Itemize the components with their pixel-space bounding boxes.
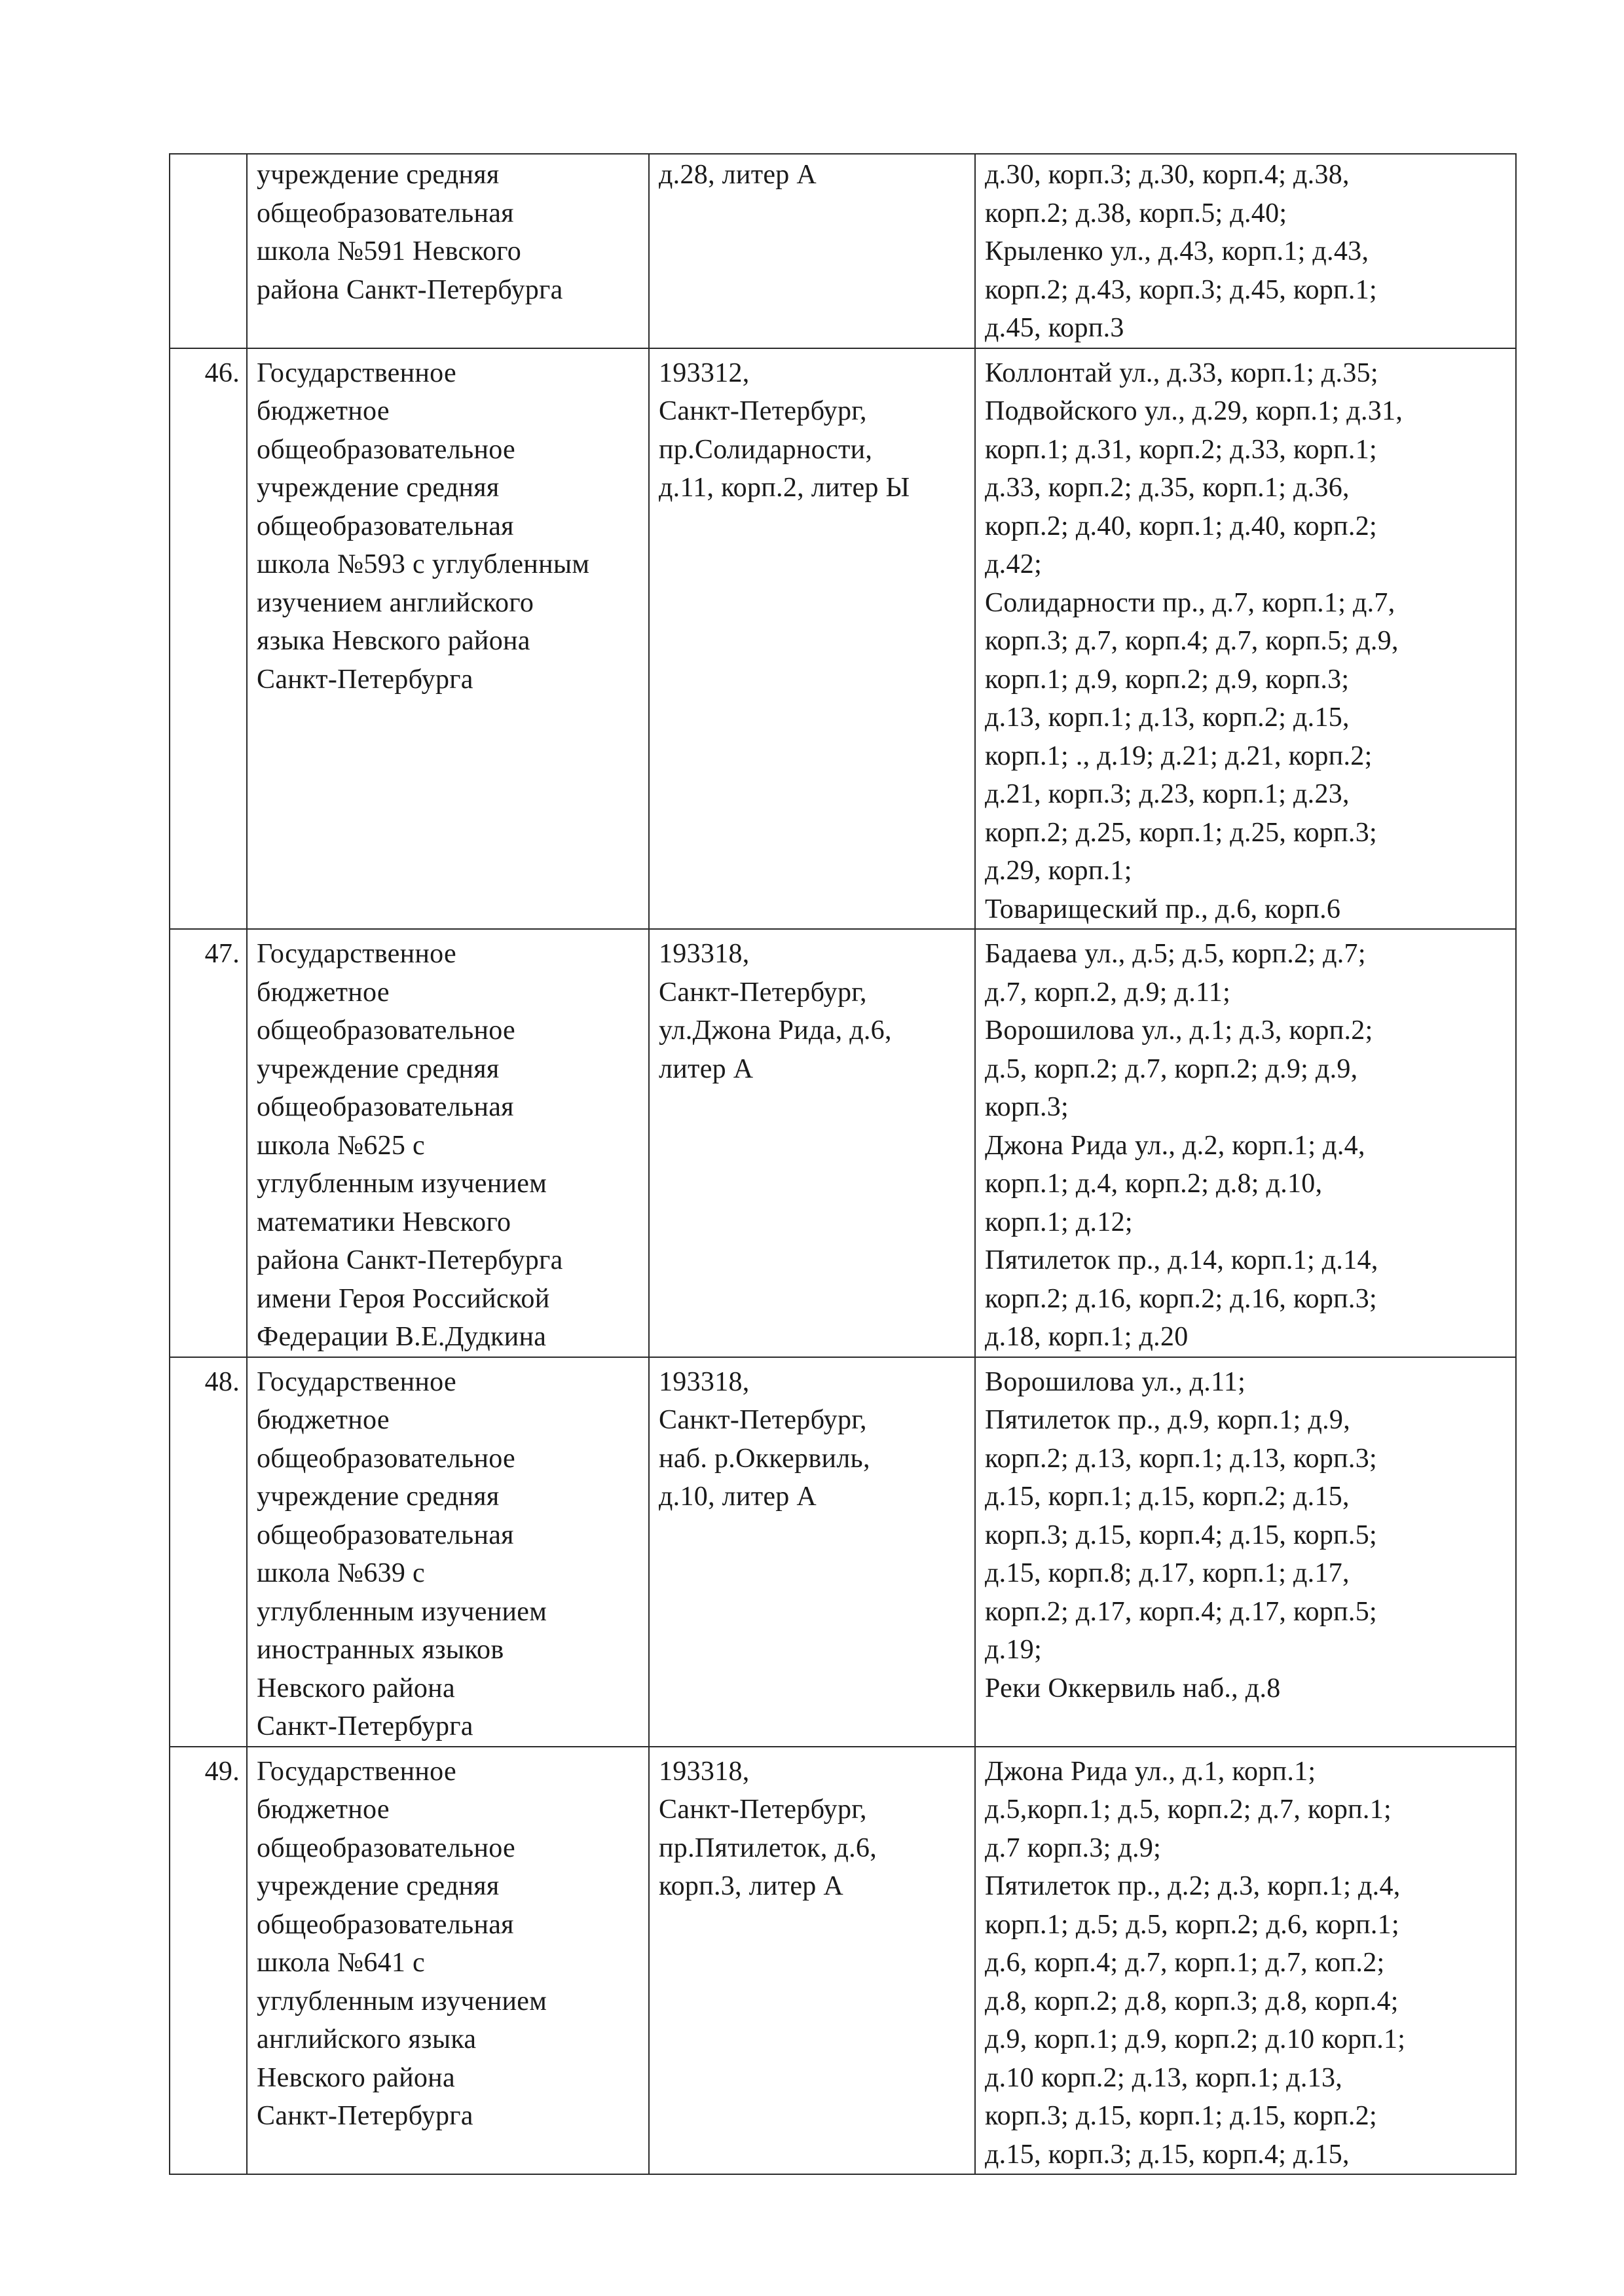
school-address: 193318, Санкт-Петербург, наб. р.Оккервиль, д.10, литер А bbox=[649, 1357, 975, 1747]
school-name: Государственное бюджетное общеобразовательное учреждение средняя общеобразовательная школа №625 с углубленным изучением математики Невского района Санкт-Петербурга имени Героя Российской Федерации В.Е.Дудкина bbox=[247, 929, 649, 1357]
school-address: 193318, Санкт-Петербург, пр.Пятилеток, д.6, корп.3, литер А bbox=[649, 1747, 975, 2175]
schools-table bbox=[169, 153, 1517, 2175]
table-row bbox=[170, 1357, 1516, 1747]
school-territory: д.30, корп.3; д.30, корп.4; д.38, корп.2; д.38, корп.5; д.40; Крыленко ул., д.43, корп.1; д.43, корп.2; д.43, корп.3; д.45, корп.1; д.45, корп.3 bbox=[975, 154, 1516, 348]
school-territory: Ворошилова ул., д.11; Пятилеток пр., д.9, корп.1; д.9, корп.2; д.13, корп.1; д.13, корп.3; д.15, корп.1; д.15, корп.2; д.15, корп.3; д.15, корп.4; д.15, корп.5; д.15, корп.8; д.17, корп.1; д.17, корп.2; д.17, корп.4; д.17, корп.5; д.19; Реки Оккервиль наб., д.8 bbox=[975, 1357, 1516, 1747]
row-number: 47. bbox=[170, 929, 247, 1357]
row-number: 48. bbox=[170, 1357, 247, 1747]
table-row bbox=[170, 1747, 1516, 2175]
school-name: учреждение средняя общеобразовательная школа №591 Невского района Санкт-Петербурга bbox=[247, 154, 649, 348]
row-number bbox=[170, 154, 247, 348]
table-row bbox=[170, 929, 1516, 1357]
school-territory: Джона Рида ул., д.1, корп.1; д.5,корп.1; д.5, корп.2; д.7, корп.1; д.7 корп.3; д.9; Пятилеток пр., д.2; д.3, корп.1; д.4, корп.1; д.5; д.5, корп.2; д.6, корп.1; д.6, корп.4; д.7, корп.1; д.7, коп.2; д.8, корп.2; д.8, корп.3; д.8, корп.4; д.9, корп.1; д.9, корп.2; д.10 корп.1; д.10 корп.2; д.13, корп.1; д.13, корп.3; д.15, корп.1; д.15, корп.2; д.15, корп.3; д.15, корп.4; д.15, bbox=[975, 1747, 1516, 2175]
school-address: 193312, Санкт-Петербург, пр.Солидарности, д.11, корп.2, литер Ы bbox=[649, 348, 975, 930]
table-row bbox=[170, 154, 1516, 348]
table-row bbox=[170, 348, 1516, 930]
school-territory: Бадаева ул., д.5; д.5, корп.2; д.7; д.7, корп.2, д.9; д.11; Ворошилова ул., д.1; д.3, корп.2; д.5, корп.2; д.7, корп.2; д.9; д.9, корп.3; Джона Рида ул., д.2, корп.1; д.4, корп.1; д.4, корп.2; д.8; д.10, корп.1; д.12; Пятилеток пр., д.14, корп.1; д.14, корп.2; д.16, корп.2; д.16, корп.3; д.18, корп.1; д.20 bbox=[975, 929, 1516, 1357]
school-territory: Коллонтай ул., д.33, корп.1; д.35; Подвойского ул., д.29, корп.1; д.31, корп.1; д.31, корп.2; д.33, корп.1; д.33, корп.2; д.35, корп.1; д.36, корп.2; д.40, корп.1; д.40, корп.2; д.42; Солидарности пр., д.7, корп.1; д.7, корп.3; д.7, корп.4; д.7, корп.5; д.9, корп.1; д.9, корп.2; д.9, корп.3; д.13, корп.1; д.13, корп.2; д.15, корп.1; ., д.19; д.21; д.21, корп.2; д.21, корп.3; д.23, корп.1; д.23, корп.2; д.25, корп.1; д.25, корп.3; д.29, корп.1; Товарищеский пр., д.6, корп.6 bbox=[975, 348, 1516, 930]
school-name: Государственное бюджетное общеобразовательное учреждение средняя общеобразовательная школа №639 с углубленным изучением иностранных языков Невского района Санкт-Петербурга bbox=[247, 1357, 649, 1747]
school-address: д.28, литер А bbox=[649, 154, 975, 348]
school-address: 193318, Санкт-Петербург, ул.Джона Рида, д.6, литер А bbox=[649, 929, 975, 1357]
school-name: Государственное бюджетное общеобразовательное учреждение средняя общеобразовательная школа №641 с углубленным изучением английского языка Невского района Санкт-Петербурга bbox=[247, 1747, 649, 2175]
school-name: Государственное бюджетное общеобразовательное учреждение средняя общеобразовательная школа №593 с углубленным изучением английского языка Невского района Санкт-Петербурга bbox=[247, 348, 649, 930]
row-number: 49. bbox=[170, 1747, 247, 2175]
row-number: 46. bbox=[170, 348, 247, 930]
